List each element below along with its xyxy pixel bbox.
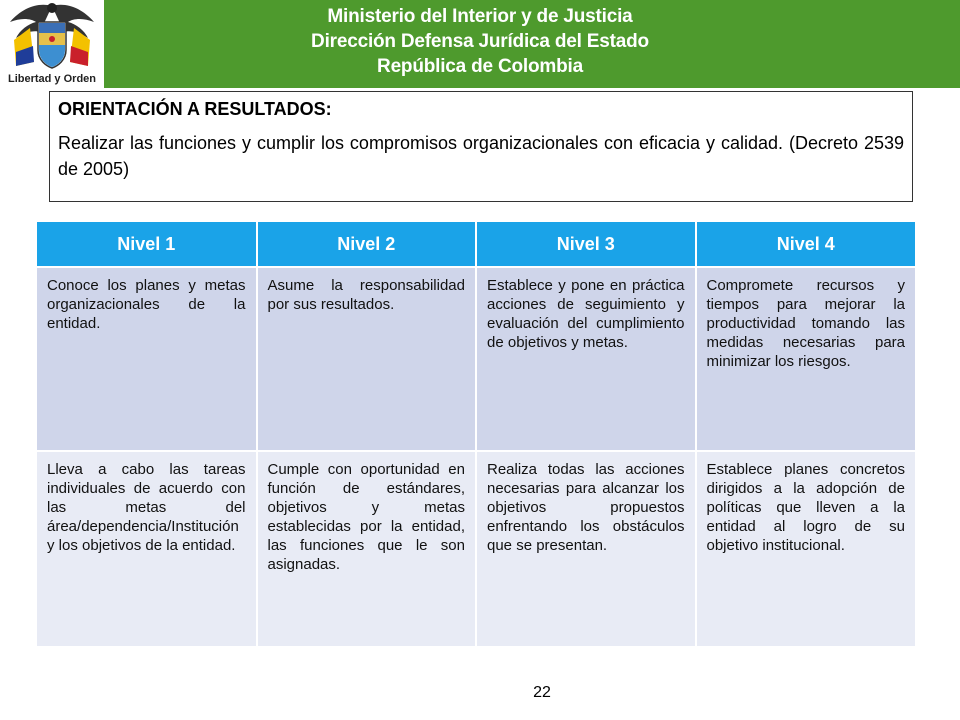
orientation-title: ORIENTACIÓN A RESULTADOS:	[58, 99, 332, 119]
header-line-direction: Dirección Defensa Jurídica del Estado	[311, 31, 649, 52]
table-cell: Establece planes concretos dirigidos a la adopción de políticas que lleven a la entidad al logro de su objetivo institucional.	[696, 451, 916, 646]
orientation-body: Realizar las funciones y cumplir los compromisos organizacionales con eficacia y calidad. (Decreto 2539 de 2005)	[58, 133, 904, 179]
header-nivel-3: Nivel 3	[476, 222, 696, 267]
levels-table	[37, 222, 915, 646]
header-nivel-1: Nivel 1	[37, 222, 257, 267]
orientation-box	[49, 91, 913, 202]
header-line-country: República de Colombia	[377, 56, 583, 77]
table-cell: Conoce los planes y metas organizacionales de la entidad.	[37, 267, 257, 451]
coat-of-arms-icon	[0, 0, 104, 74]
table-cell: Cumple con oportunidad en función de estándares, objetivos y metas establecidas por la entidad, las funciones que le son asignadas.	[257, 451, 477, 646]
table-cell: Asume la responsabilidad por sus resultados.	[257, 267, 477, 451]
table-row	[37, 451, 915, 646]
logo-caption: Libertad y Orden	[7, 73, 97, 85]
header-title	[104, 4, 856, 79]
table-cell: Lleva a cabo las tareas individuales de acuerdo con las metas del área/dependencia/Institución y los objetivos de la entidad.	[37, 451, 257, 646]
table-header-row	[37, 222, 915, 267]
logo	[0, 0, 104, 92]
page-number: 22	[533, 684, 551, 701]
table-cell: Compromete recursos y tiempos para mejorar la productividad tomando las medidas necesarias para minimizar los riesgos.	[696, 267, 916, 451]
table-cell: Establece y pone en práctica acciones de seguimiento y evaluación del cumplimiento de objetivos y metas.	[476, 267, 696, 451]
table-row	[37, 267, 915, 451]
table-cell: Realiza todas las acciones necesarias para alcanzar los objetivos propuestos enfrentando los obstáculos que se presentan.	[476, 451, 696, 646]
header-nivel-4: Nivel 4	[696, 222, 916, 267]
header-line-ministry: Ministerio del Interior y de Justicia	[327, 6, 633, 27]
header-nivel-2: Nivel 2	[257, 222, 477, 267]
